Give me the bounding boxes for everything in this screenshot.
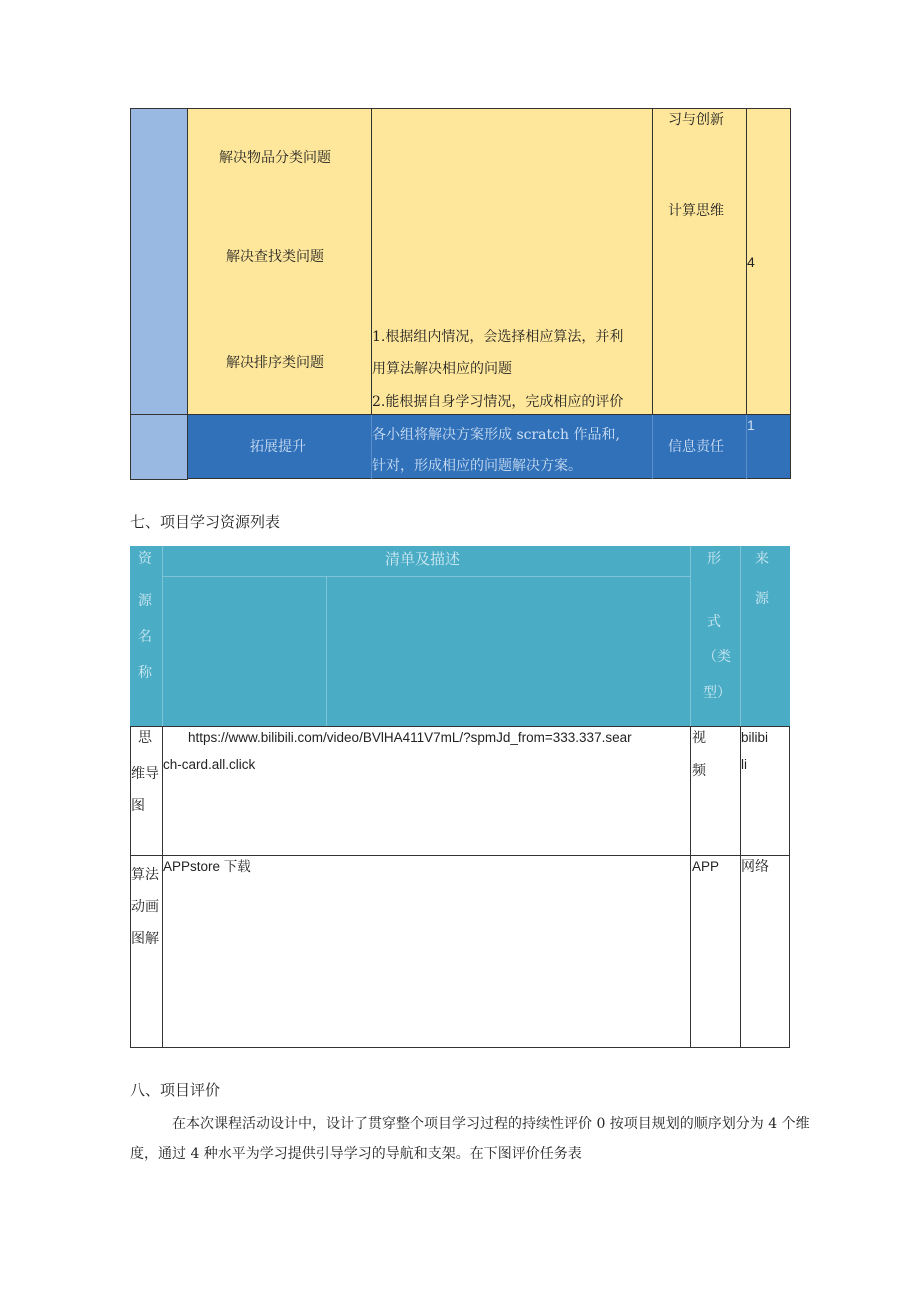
resource-header	[130, 546, 790, 727]
header-source-2: 源	[755, 591, 769, 607]
section7-title: 七、项目学习资源列表	[130, 513, 281, 531]
row1-link-2[interactable]: ch-card.all.click	[163, 757, 256, 772]
header-name-4: 称	[138, 665, 152, 681]
score-value: 4	[747, 254, 755, 270]
row2-desc: APPstore 下载	[163, 859, 251, 874]
literacy-innovation: 习与创新	[668, 112, 724, 128]
row2-name-1: 算法	[131, 867, 159, 883]
activity-search: 解决查找类问题	[226, 249, 324, 265]
header-type-1: 形	[707, 551, 721, 567]
extend-literacy: 信息责任	[668, 439, 724, 455]
row2-type: APP	[692, 859, 720, 874]
row1-name-3: 图	[131, 798, 145, 814]
row1-source-1: bilibi	[741, 730, 769, 745]
section8-para-2: 度，通过 4 种水平为学习提供引导学习的导航和支架。在下图评价任务表	[130, 1146, 582, 1162]
row2-type-cell	[690, 855, 741, 1048]
header-line-h1	[162, 576, 690, 577]
row2-name-3: 图解	[131, 931, 159, 947]
row2-source: 网络	[741, 859, 769, 875]
header-source-1: 来	[755, 551, 769, 567]
header-line-v2	[326, 576, 327, 727]
row1-type-1: 视	[692, 730, 706, 746]
row2-desc-cell	[162, 855, 691, 1048]
header-name-1: 资	[138, 551, 152, 567]
table1-col1-extend-cell	[130, 414, 188, 480]
extend-desc-1: 各小组将解决方案形成 scratch 作品和,	[372, 427, 620, 443]
header-line-v4	[740, 546, 741, 727]
row2-source-cell	[740, 855, 790, 1048]
row1-source-2: li	[741, 757, 747, 772]
header-desc: 清单及描述	[385, 550, 461, 568]
extend-label: 拓展提升	[250, 439, 306, 455]
row1-link-1[interactable]: https://www.bilibili.com/video/BVlHA411V7mL/?spmJd_from=333.337.sear	[188, 730, 632, 745]
row2-name-2: 动画	[131, 899, 159, 915]
table1-col1-cell	[130, 108, 188, 415]
activity-classify: 解决物品分类问题	[219, 150, 331, 166]
row1-name-2: 维导	[131, 766, 159, 782]
header-type-2: 式	[707, 614, 721, 630]
header-name-3: 名	[138, 629, 152, 645]
section8-title: 八、项目评价	[130, 1081, 221, 1099]
header-line-v3	[690, 546, 691, 727]
goal-line-3: 2.能根据自身学习情况，完成相应的评价	[372, 394, 624, 410]
header-line-v1	[162, 546, 163, 727]
header-type-4: 型）	[703, 685, 731, 701]
row1-type-2: 频	[692, 763, 706, 779]
goal-line-1: 1.根据组内情况，会选择相应算法，并利	[372, 329, 624, 345]
activity-sort: 解决排序类问题	[226, 355, 324, 371]
row1-name-1: 思	[138, 730, 152, 746]
section8-para-1: 在本次课程活动设计中，设计了贯穿整个项目学习过程的持续性评价 0 按项目规划的顺序划分为 4 个维	[172, 1116, 810, 1132]
literacy-computational: 计算思维	[668, 203, 724, 219]
extend-desc-2: 针对，形成相应的问题解决方案。	[372, 458, 582, 474]
header-name-2: 源	[138, 593, 152, 609]
extend-score: 1	[747, 417, 755, 433]
extend-divider-2	[652, 415, 653, 479]
table1-literacy-cell	[652, 108, 747, 415]
header-type-3: （类	[703, 649, 731, 665]
goal-line-2: 用算法解决相应的问题	[372, 361, 512, 377]
